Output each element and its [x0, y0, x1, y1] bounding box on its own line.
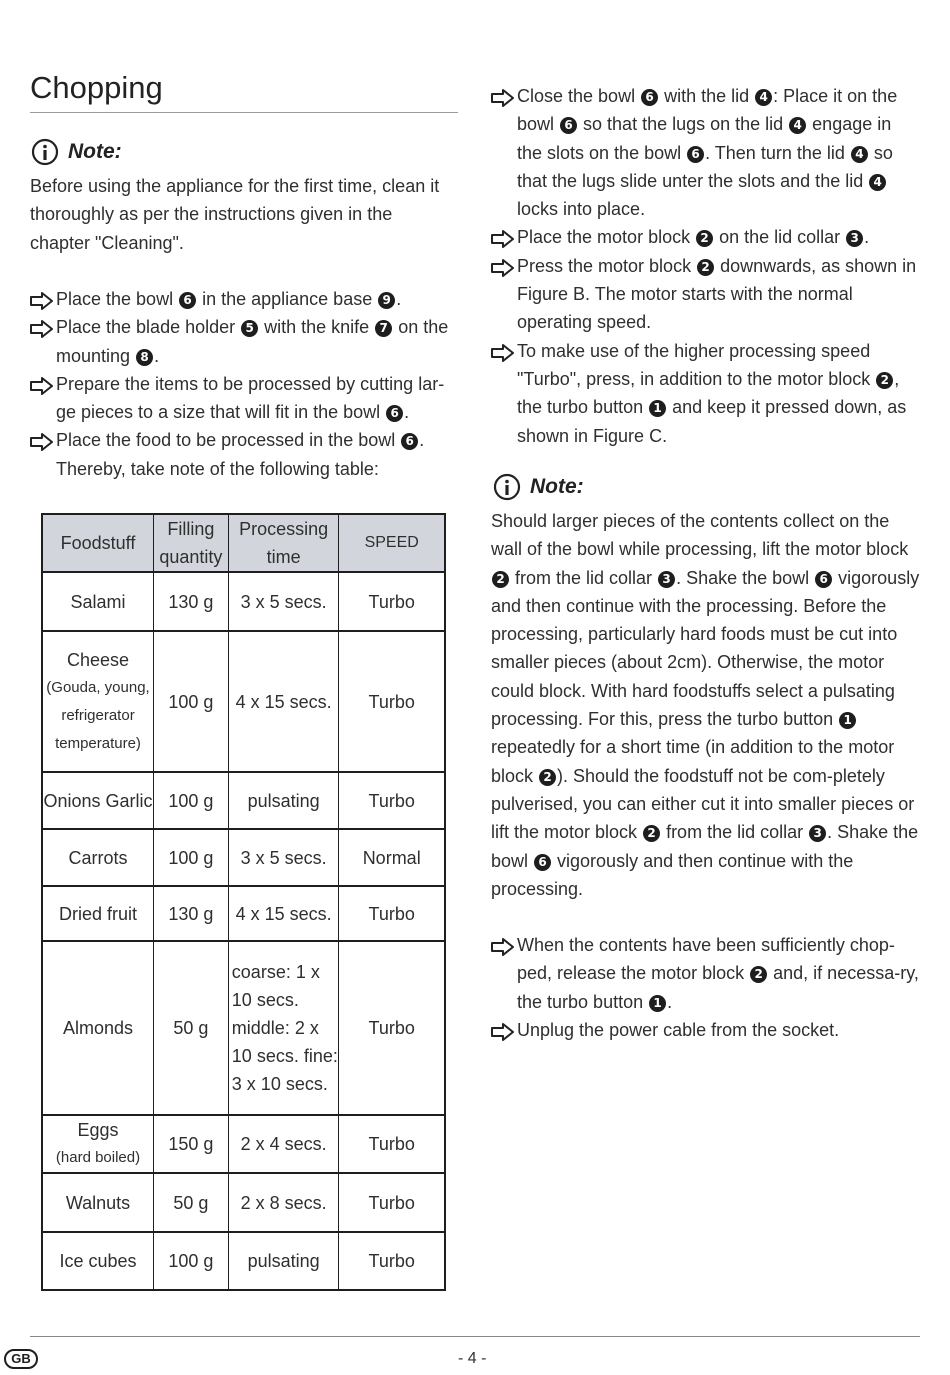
- text-run: .: [396, 289, 402, 309]
- food-cell: Almonds: [42, 941, 154, 1115]
- number-badge: 3: [846, 230, 863, 247]
- header-speed: SPEED: [339, 514, 445, 572]
- step-item: [30, 285, 455, 313]
- info-icon: [31, 138, 59, 166]
- text-run: . Thereby, take note of the following table:: [56, 430, 425, 479]
- text-run: and keep it pressed down, as shown in Figure C.: [517, 397, 907, 446]
- text-run: from the lid collar: [661, 822, 809, 843]
- text-run: vigorously and then continue with the processing.: [491, 850, 854, 899]
- table-row: [42, 829, 445, 886]
- food-cell: Walnuts: [42, 1173, 154, 1232]
- speed-cell: Turbo: [339, 941, 445, 1115]
- section-title: Chopping: [30, 70, 458, 113]
- text-run: Prepare the items to be processed by cutting lar-ge pieces to a size that will fit in the bowl: [56, 373, 445, 423]
- number-badge: 6: [560, 117, 577, 134]
- food-cell: [42, 1115, 154, 1173]
- language-badge: GB: [4, 1349, 38, 1369]
- number-badge: 6: [386, 405, 403, 422]
- number-badge: 2: [697, 259, 714, 276]
- note-heading-2: [493, 473, 584, 501]
- step-item: [491, 337, 919, 450]
- number-badge: 1: [649, 400, 666, 417]
- arrow-icon: [491, 87, 515, 105]
- time-cell: 3 x 5 secs.: [228, 829, 339, 886]
- time-cell: 4 x 15 secs.: [228, 631, 339, 772]
- text-run: so that the lugs slide unter the slots and the lid: [517, 142, 893, 191]
- footer-divider: [30, 1336, 920, 1337]
- text-run: repeatedly for a short time (in addition to the motor block: [491, 737, 895, 786]
- number-badge: 9: [378, 292, 395, 309]
- step-item: [491, 252, 919, 337]
- text-run: , the turbo button: [517, 368, 900, 418]
- step-item: [491, 82, 919, 223]
- header-filling-quantity: Filling quantity: [154, 514, 229, 572]
- left-steps-list: [30, 285, 455, 483]
- header-foodstuff: Foodstuff: [42, 514, 154, 572]
- number-badge: 3: [658, 571, 675, 588]
- text-run: engage in the slots on the bowl: [517, 114, 892, 163]
- text-run: and, if necessa-ry, the turbo button: [517, 963, 919, 1012]
- number-badge: 2: [876, 372, 893, 389]
- text-run: Place the blade holder: [56, 317, 241, 338]
- text-run: .: [864, 227, 870, 248]
- text-run: on the lid collar: [714, 227, 846, 248]
- text-run: Unplug the power cable from the socket.: [517, 1019, 840, 1040]
- arrow-icon: [491, 1021, 515, 1039]
- time-cell: 2 x 4 secs.: [228, 1115, 339, 1173]
- text-run: Place the motor block: [517, 227, 696, 248]
- number-badge: 1: [649, 995, 666, 1012]
- speed-cell: Turbo: [339, 772, 445, 829]
- table-header-row: [42, 514, 445, 572]
- food-note: (Gouda, young, refrigerator temperature): [46, 678, 150, 752]
- note-text-2: [491, 507, 921, 903]
- time-cell: 2 x 8 secs.: [228, 1173, 339, 1232]
- speed-cell: Turbo: [339, 1173, 445, 1232]
- number-badge: 6: [687, 146, 704, 163]
- quantity-cell: 130 g: [154, 886, 229, 941]
- number-badge: 4: [869, 174, 886, 191]
- number-badge: 6: [641, 89, 658, 106]
- food-name: Cheese: [66, 649, 130, 670]
- quantity-cell: 150 g: [154, 1115, 229, 1173]
- quantity-cell: 100 g: [154, 772, 229, 829]
- note-label: Note:: [68, 140, 122, 163]
- text-run: in the appliance base: [197, 289, 378, 309]
- number-badge: 7: [375, 320, 392, 337]
- right-steps-list-a: [491, 82, 919, 450]
- food-name: Eggs: [77, 1120, 119, 1140]
- text-run: downwards, as shown in Figure B. The motor starts with the normal operating speed.: [517, 255, 917, 333]
- speed-cell: Normal: [339, 829, 445, 886]
- text-run: : Place it on the bowl: [517, 86, 898, 135]
- food-note: (hard boiled): [55, 1149, 141, 1166]
- text-run: Place the food to be processed in the bowl: [56, 430, 401, 451]
- text-run: Close the bowl: [517, 86, 641, 106]
- step-item: [491, 223, 919, 251]
- number-badge: 2: [643, 825, 660, 842]
- food-cell: Dried fruit: [42, 886, 154, 941]
- note-label: Note:: [530, 475, 584, 498]
- number-badge: 4: [851, 146, 868, 163]
- text-run: . Shake the bowl: [676, 567, 815, 588]
- info-icon: [493, 473, 521, 501]
- time-cell: pulsating: [228, 772, 339, 829]
- text-run: vigorously and then continue with the processing. Before the processing, particularly hard foods must be cut into smaller pieces (about 2cm). Otherwise, the motor could block. With hard foodstuffs select a pulsating processing. For this, press the turbo button: [491, 567, 920, 730]
- text-run: ). Should the foodstuff not be com-pletely pulverised, you can either cut it into smaller pieces or lift the motor block: [491, 765, 915, 843]
- food-cell: [42, 631, 154, 772]
- number-badge: 3: [809, 825, 826, 842]
- table-row: [42, 886, 445, 941]
- speed-cell: Turbo: [339, 1232, 445, 1290]
- number-badge: 6: [179, 292, 196, 309]
- processing-table: [41, 513, 446, 1291]
- text-run: on the mounting: [56, 317, 449, 366]
- quantity-cell: 50 g: [154, 941, 229, 1115]
- right-steps-list-b: [491, 931, 919, 1044]
- arrow-icon: [491, 342, 515, 360]
- speed-cell: Turbo: [339, 572, 445, 631]
- arrow-icon: [491, 228, 515, 246]
- step-item: [30, 313, 455, 370]
- table-row: [42, 772, 445, 829]
- number-badge: 5: [241, 320, 258, 337]
- text-run: locks into place.: [517, 199, 646, 220]
- food-cell: Salami: [42, 572, 154, 631]
- time-cell: pulsating: [228, 1232, 339, 1290]
- note-text: Before using the appliance for the first time, clean it thoroughly as per the instructions given in the chapter "Cleaning".: [30, 176, 440, 253]
- food-cell: Onions Garlic: [42, 772, 154, 829]
- number-badge: 6: [815, 571, 832, 588]
- table-row: [42, 1115, 445, 1173]
- step-item: [491, 1016, 919, 1044]
- number-badge: 8: [136, 349, 153, 366]
- quantity-cell: 100 g: [154, 1232, 229, 1290]
- note-heading: [31, 138, 122, 166]
- speed-cell: Turbo: [339, 631, 445, 772]
- text-run: When the contents have been sufficiently chop-ped, release the motor block: [517, 935, 895, 984]
- food-cell: Carrots: [42, 829, 154, 886]
- text-run: with the knife: [259, 317, 375, 338]
- speed-cell: Turbo: [339, 886, 445, 941]
- arrow-icon: [30, 318, 54, 336]
- quantity-cell: 100 g: [154, 829, 229, 886]
- number-badge: 2: [750, 966, 767, 983]
- text-run: To make use of the higher processing speed "Turbo", press, in addition to the motor block: [517, 340, 876, 389]
- time-cell: 3 x 5 secs.: [228, 572, 339, 631]
- text-run: .: [404, 402, 410, 423]
- text-run: .: [667, 991, 673, 1012]
- time-cell: 4 x 15 secs.: [228, 886, 339, 941]
- food-cell: Ice cubes: [42, 1232, 154, 1290]
- table-row: [42, 941, 445, 1115]
- table-row: [42, 631, 445, 772]
- number-badge: 1: [839, 712, 856, 729]
- arrow-icon: [491, 936, 515, 954]
- time-cell: coarse: 1 x 10 secs. middle: 2 x 10 secs. fine: 3 x 10 secs.: [228, 941, 339, 1115]
- step-item: [30, 426, 455, 483]
- step-item: [491, 931, 919, 1016]
- page-number: - 4 -: [458, 1350, 487, 1367]
- speed-cell: Turbo: [339, 1115, 445, 1173]
- arrow-icon: [491, 257, 515, 275]
- number-badge: 2: [696, 230, 713, 247]
- text-run: Press the motor block: [517, 255, 697, 276]
- table-row: [42, 1232, 445, 1290]
- number-badge: 2: [539, 769, 556, 786]
- quantity-cell: 50 g: [154, 1173, 229, 1232]
- number-badge: 2: [492, 571, 509, 588]
- text-run: Place the bowl: [56, 289, 179, 309]
- number-badge: 6: [534, 854, 551, 871]
- number-badge: 4: [789, 117, 806, 134]
- text-run: . Then turn the lid: [705, 142, 850, 163]
- step-item: [30, 370, 455, 427]
- text-run: from the lid collar: [510, 567, 658, 588]
- text-run: Should larger pieces of the contents collect on the wall of the bowl while processing, lift the motor block: [491, 511, 909, 560]
- text-run: so that the lugs on the lid: [578, 114, 789, 135]
- arrow-icon: [30, 290, 54, 308]
- number-badge: 6: [401, 433, 418, 450]
- quantity-cell: 130 g: [154, 572, 229, 631]
- text-run: .: [154, 345, 160, 366]
- text-run: . Shake the bowl: [491, 822, 919, 871]
- quantity-cell: 100 g: [154, 631, 229, 772]
- number-badge: 4: [755, 89, 772, 106]
- text-run: with the lid: [659, 86, 755, 106]
- arrow-icon: [30, 431, 54, 449]
- table-row: [42, 1173, 445, 1232]
- header-processing-time: Processing time: [228, 514, 339, 572]
- table-row: [42, 572, 445, 631]
- arrow-icon: [30, 375, 54, 393]
